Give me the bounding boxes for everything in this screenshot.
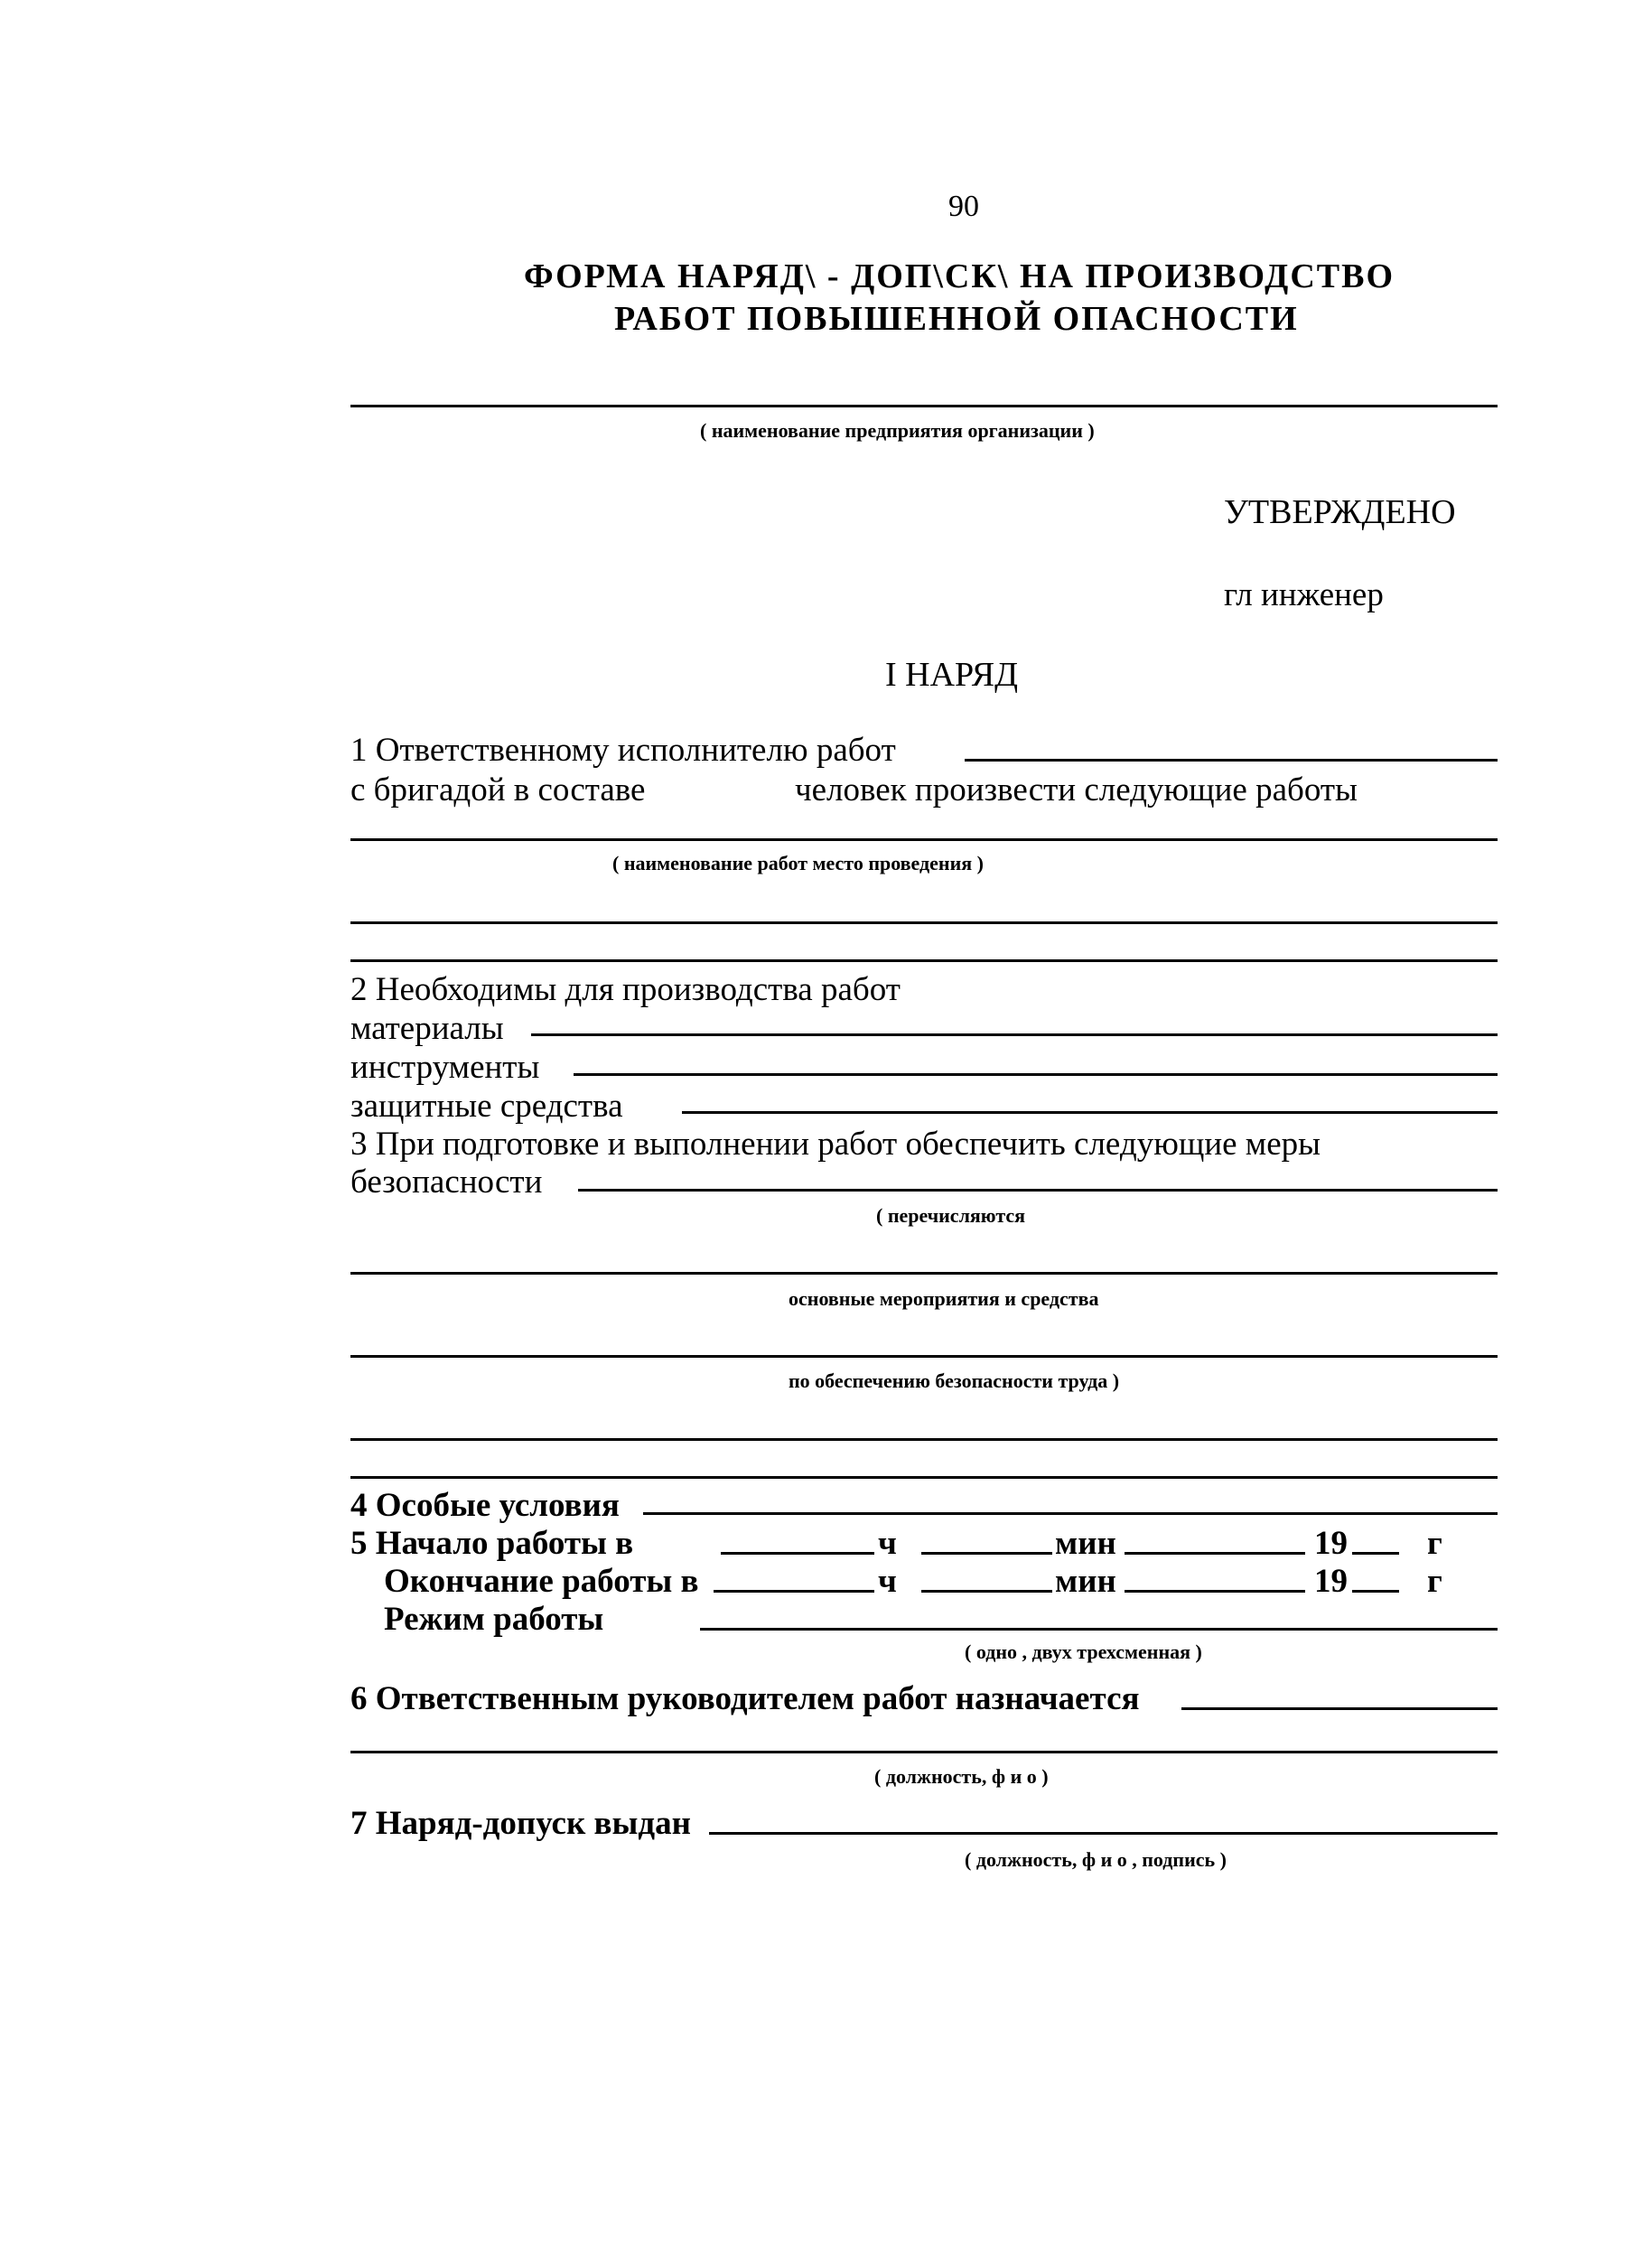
- item3-measures-line1: [578, 1189, 1498, 1192]
- item1-brigade-label: с бригадой в составе: [350, 771, 646, 809]
- item2-protection-line: [682, 1111, 1498, 1114]
- item5-start-year-suffix: г: [1427, 1525, 1442, 1562]
- item2-tools-label: инструменты: [350, 1049, 540, 1086]
- item1-line1: 1 Ответственному исполнителю работ: [350, 732, 896, 769]
- approved-label: УТВЕРЖДЕНО: [1224, 493, 1456, 531]
- org-name-caption: ( наименование предприятия организации ): [700, 419, 1095, 442]
- item2-materials-line: [531, 1033, 1498, 1036]
- item1-extra-line1: [350, 921, 1498, 924]
- item6-line1: [1181, 1707, 1498, 1710]
- item5-start-year-line: [1352, 1552, 1399, 1555]
- item1-caption: ( наименование работ место проведения ): [612, 852, 985, 874]
- form-title-line1: ФОРМА НАРЯД\ - ДОП\СК\ НА ПРОИЗВОДСТВО: [524, 257, 1395, 295]
- item5-start-minutes-label: мин: [1055, 1525, 1116, 1562]
- item7-label: 7 Наряд-допуск выдан: [350, 1805, 691, 1842]
- page-number: 90: [948, 190, 979, 223]
- item5-end-year-suffix: г: [1427, 1563, 1442, 1600]
- item2-heading: 2 Необходимы для производства работ: [350, 971, 901, 1008]
- item3-caption3: по обеспечению безопасности труда ): [789, 1369, 1120, 1392]
- item6-caption: ( должность, ф и о ): [874, 1765, 1049, 1788]
- item3-caption2: основные мероприятия и средства: [789, 1287, 1099, 1310]
- item5-start-label: 5 Начало работы в: [350, 1525, 634, 1562]
- item5-end-minutes-line: [921, 1590, 1052, 1593]
- item3-measures-line3: [350, 1355, 1498, 1358]
- item5-mode-caption: ( одно , двух трехсменная ): [965, 1640, 1202, 1663]
- item3-line2: безопасности: [350, 1164, 543, 1201]
- item5-end-minutes-label: мин: [1055, 1563, 1116, 1600]
- item3-line1: 3 При подготовке и выполнении работ обеспечить следующие меры: [350, 1126, 1321, 1163]
- item4-label: 4 Особые условия: [350, 1487, 620, 1524]
- item5-start-date-line: [1125, 1552, 1305, 1555]
- item5-start-hours-line: [721, 1552, 874, 1555]
- item5-end-year-line: [1352, 1590, 1399, 1593]
- org-name-line: [350, 405, 1498, 407]
- item4-line: [643, 1512, 1498, 1515]
- item5-end-label: Окончание работы в: [384, 1563, 699, 1600]
- item7-line: [709, 1832, 1498, 1835]
- item1-work-line: [350, 838, 1498, 841]
- item3-caption1: ( перечисляются: [876, 1204, 1026, 1227]
- section-heading: I НАРЯД: [885, 656, 1019, 694]
- item7-caption: ( должность, ф и о , подпись ): [965, 1848, 1227, 1871]
- item5-start-hours-label: ч: [878, 1525, 897, 1562]
- item1-executor-line: [965, 759, 1498, 762]
- item5-mode-line: [700, 1628, 1498, 1631]
- chief-engineer-label: гл инженер: [1224, 576, 1384, 613]
- item2-protection-label: защитные средства: [350, 1088, 623, 1125]
- form-title-line2: РАБОТ ПОВЫШЕННОЙ ОПАСНОСТИ: [614, 300, 1299, 338]
- item5-end-hours-label: ч: [878, 1563, 897, 1600]
- item2-tools-line: [574, 1073, 1498, 1076]
- item3-measures-line5: [350, 1476, 1498, 1479]
- item2-materials-label: материалы: [350, 1010, 504, 1047]
- item6-label: 6 Ответственным руководителем работ назначается: [350, 1680, 1140, 1717]
- item3-measures-line4: [350, 1438, 1498, 1441]
- item1-extra-line2: [350, 959, 1498, 962]
- item5-start-year-prefix: 19: [1314, 1525, 1348, 1562]
- item5-end-hours-line: [714, 1590, 874, 1593]
- item5-end-date-line: [1125, 1590, 1305, 1593]
- item3-measures-line2: [350, 1272, 1498, 1275]
- item5-mode-label: Режим работы: [384, 1601, 604, 1638]
- item5-end-year-prefix: 19: [1314, 1563, 1348, 1600]
- item6-line2: [350, 1751, 1498, 1753]
- item5-start-minutes-line: [921, 1552, 1052, 1555]
- item1-work-label: человек произвести следующие работы: [795, 771, 1358, 809]
